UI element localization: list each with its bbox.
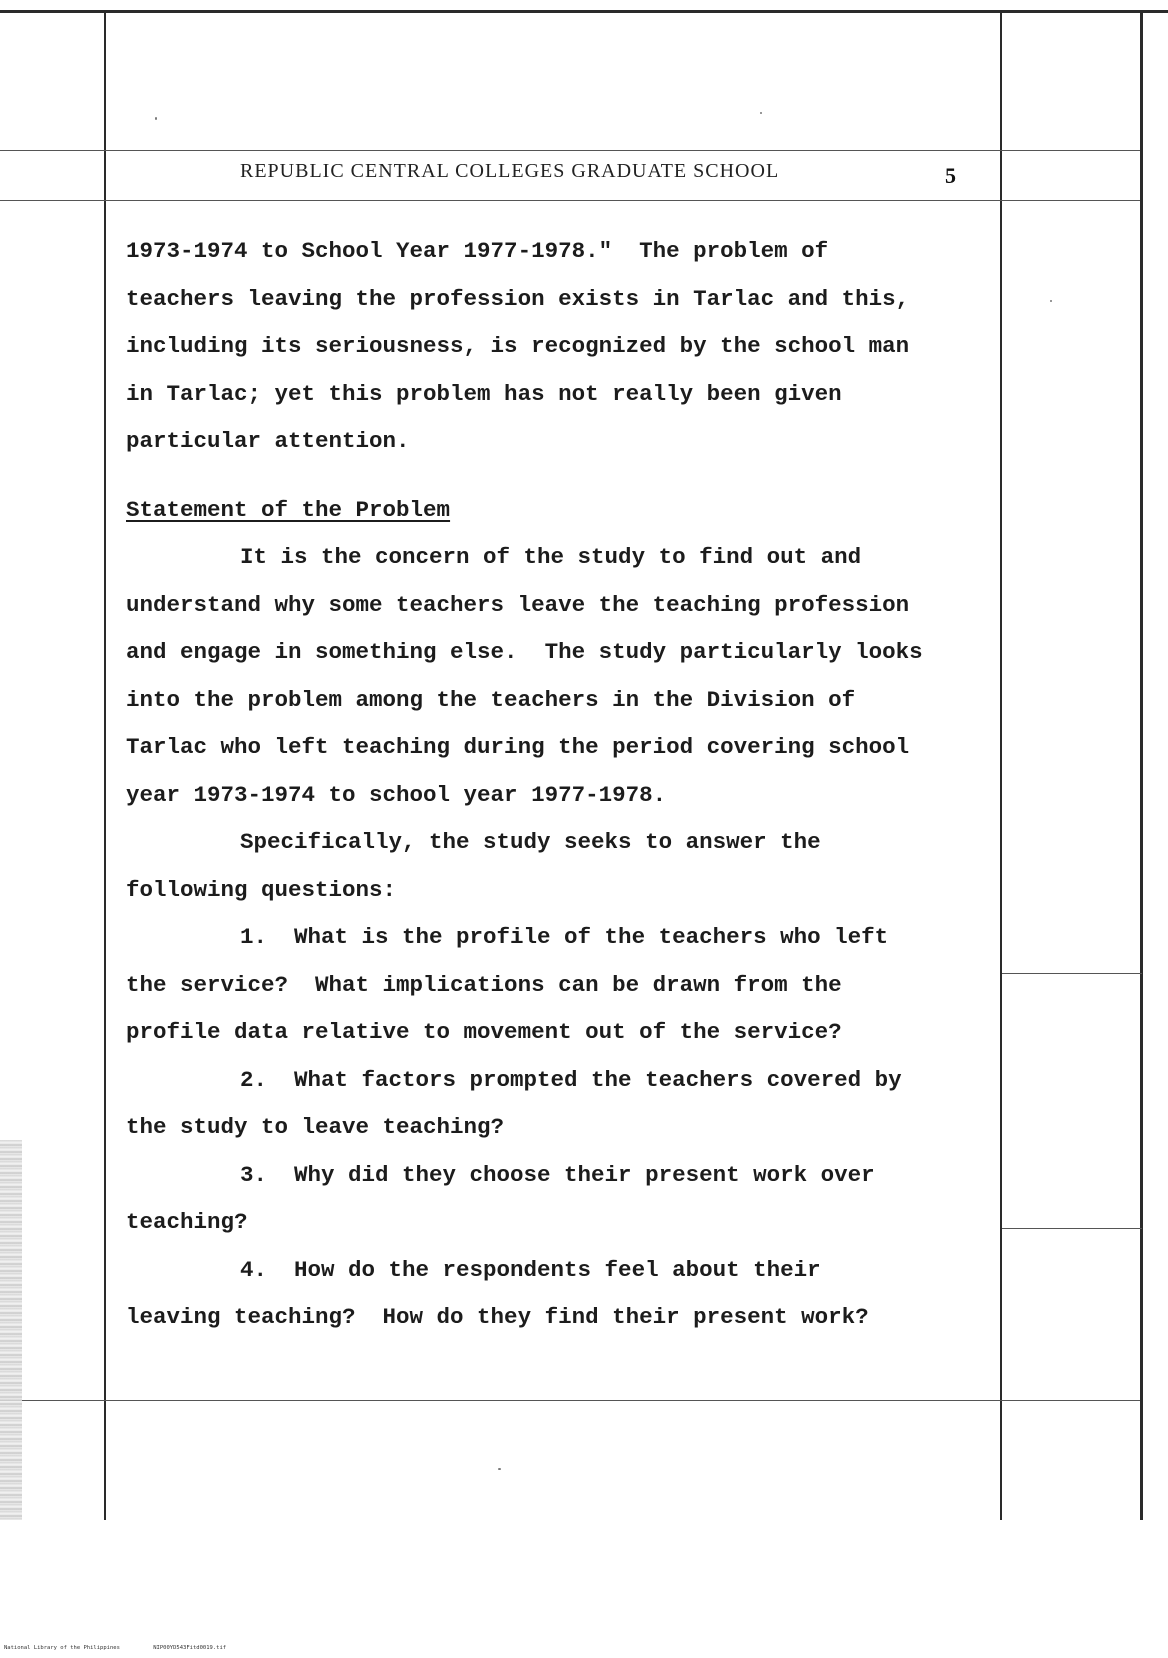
outer-right-edge <box>1140 12 1143 1520</box>
text-line: including its seriousness, is recognized by the school man <box>126 333 910 359</box>
header-bottom-rule <box>0 200 1140 201</box>
page-number: 5 <box>945 163 956 188</box>
text-line: Tarlac who left teaching during the period covering school <box>126 734 910 760</box>
scan-speck <box>760 112 762 114</box>
text-line: following questions: <box>126 876 397 903</box>
running-header: REPUBLIC CENTRAL COLLEGES GRADUATE SCHOOL <box>240 160 780 182</box>
library-credit: National Library of the Philippines <box>4 1645 120 1651</box>
right-column-rule-2 <box>1002 1228 1142 1229</box>
text-line: into the problem among the teachers in the Division of <box>126 686 856 713</box>
header-top-rule <box>0 150 1140 151</box>
file-name: NIP00YD543Fitd0019.tif <box>153 1645 227 1651</box>
text-line: Specifically, the study seeks to answer the <box>240 829 821 855</box>
right-column-rule-1 <box>1002 973 1142 974</box>
section-heading: Statement of the Problem <box>126 496 451 523</box>
text-line: leaving teaching? How do they find their present work? <box>126 1304 869 1330</box>
scan-footer <box>4 1645 256 1651</box>
question-4: 4. How do the respondents feel about their <box>240 1256 821 1283</box>
text-line: It is the concern of the study to find out and <box>240 544 862 570</box>
question-3: 3. Why did they choose their present work over <box>240 1161 875 1188</box>
text-line: teachers leaving the profession exists in Tarlac and this, <box>126 285 910 312</box>
question-2: 2. What factors prompted the teachers covered by <box>240 1066 902 1093</box>
text-line: the study to leave teaching? <box>126 1114 505 1140</box>
text-line: teaching? <box>126 1209 248 1235</box>
scan-speck <box>155 117 157 120</box>
scan-speck <box>498 1468 501 1470</box>
question-1: 1. What is the profile of the teachers who left <box>240 924 889 950</box>
text-line: profile data relative to movement out of the service? <box>126 1019 842 1045</box>
text-line: in Tarlac; yet this problem has not really been given <box>126 380 842 407</box>
scan-binding-edge <box>0 1140 22 1520</box>
footer-rule <box>0 1400 1140 1401</box>
top-border-rule <box>0 10 1168 13</box>
text-line: particular attention. <box>126 428 410 454</box>
text-line: 1973-1974 to School Year 1977-1978." The problem of <box>126 238 829 264</box>
left-margin-rule <box>104 12 106 1520</box>
body-text <box>126 228 1006 1342</box>
text-line: and engage in something else. The study particularly looks <box>126 639 923 665</box>
text-line: year 1973-1974 to school year 1977-1978. <box>126 781 667 808</box>
text-line: understand why some teachers leave the teaching profession <box>126 591 910 618</box>
text-line: the service? What implications can be drawn from the <box>126 971 842 998</box>
scan-speck <box>1050 300 1052 302</box>
